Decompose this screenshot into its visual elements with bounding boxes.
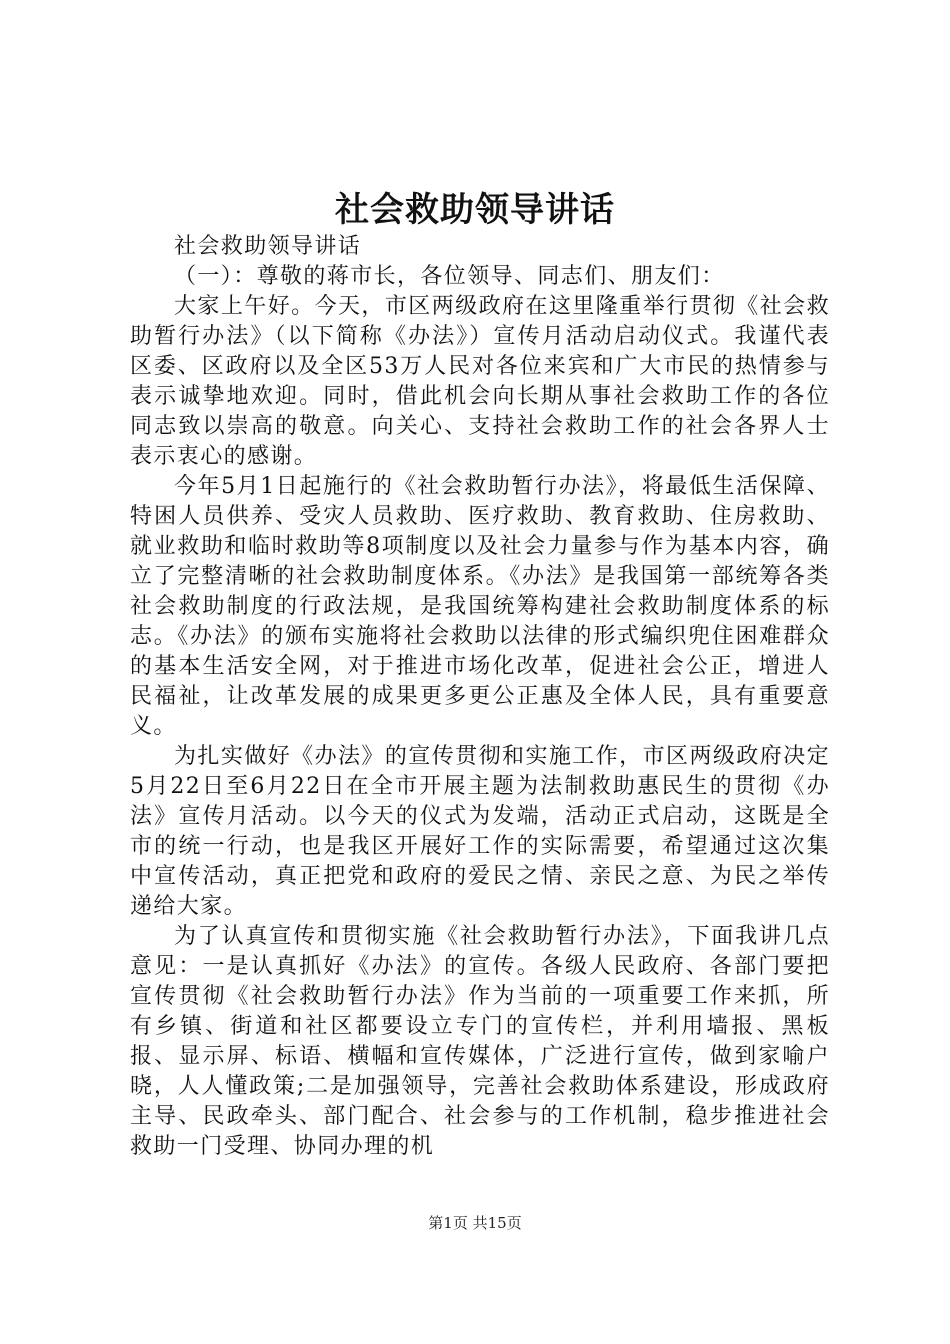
paragraph-regulation-overview: 今年5月1日起施行的《社会救助暂行办法》，将最低生活保障、特困人员供养、受灾人员救助、医疗救助、教育救助、住房救助、就业救助和临时救助等8项制度以及社会力量参与作为基本内容，确立了完整清晰的社会救助制度体系。《办法》是我国第一部统筹各类社会救助制度的行政法规，是我国统筹构建社会救助制度体系的标志。《办法》的颁布实施将社会救助以法律的形式编织兜住困难群众的基本生活安全网，对于推进市场化改革，促进社会公正，增进人民福祉，让改革发展的成果更多更公正惠及全体人民，具有重要意义。 xyxy=(130,474,830,739)
document-title: 社会救助领导讲话 xyxy=(335,190,615,230)
document-body xyxy=(130,232,830,1162)
paragraph-opinions: 为了认真宣传和贯彻实施《社会救助暂行办法》，下面我讲几点意见：一是认真抓好《办法》的宣传。各级人民政府、各部门要把宣传贯彻《社会救助暂行办法》作为当前的一项重要工作来抓，所有乡镇、街道和社区都要设立专门的宣传栏，并利用墙报、黑板报、显示屏、标语、横幅和宣传媒体，广泛进行宣传，做到家喻户晓，人人懂政策;二是加强领导，完善社会救助体系建设，形成政府主导、民政牵头、部门配合、社会参与的工作机制，稳步推进社会救助一门受理、协同办理的机 xyxy=(130,924,830,1159)
page-number-footer: 第1页 共15页 xyxy=(428,1214,522,1232)
paragraph-welcome: 大家上午好。今天，市区两级政府在这里隆重举行贯彻《社会救助暂行办法》（以下简称《办法》）宣传月活动启动仪式。我谨代表区委、区政府以及全区53万人民对各位来宾和广大市民的热情参与表示诚挚地欢迎。同时，借此机会向长期从事社会救助工作的各位同志致以崇高的敬意。向关心、支持社会救助工作的社会各界人士表示衷心的感谢。 xyxy=(130,294,830,469)
paragraph-publicity-month: 为扎实做好《办法》的宣传贯彻和实施工作，市区两级政府决定5月22日至6月22日在全市开展主题为法制救助惠民生的贯彻《办法》宣传月活动。以今天的仪式为发端，活动正式启动，这既是全市的统一行动，也是我区开展好工作的实际需要，希望通过这次集中宣传活动，真正把党和政府的爱民之情、亲民之意、为民之举传递给大家。 xyxy=(130,744,830,919)
paragraph-salutation: （一）：尊敬的蒋市长，各位领导、同志们、朋友们： xyxy=(174,264,725,289)
paragraph-subtitle: 社会救助领导讲话 xyxy=(174,234,362,259)
